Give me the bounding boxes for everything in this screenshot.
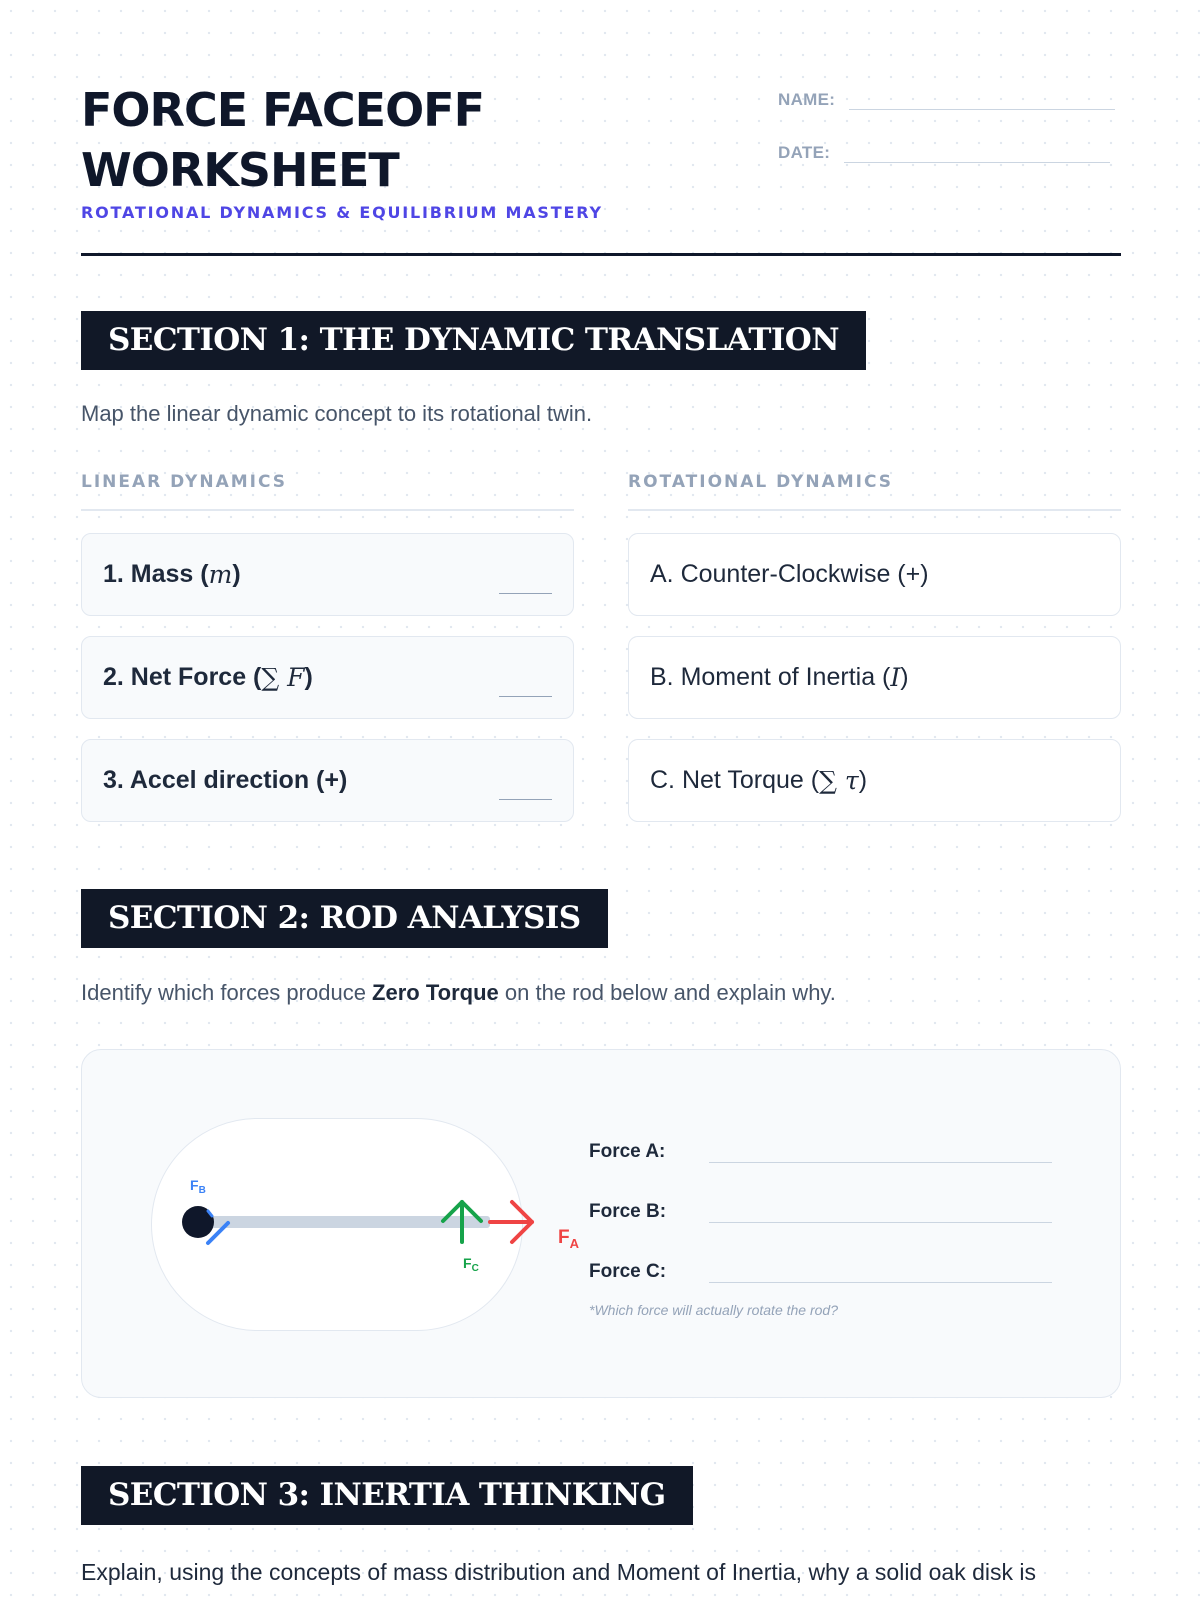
section-3-description: Explain, using the concepts of mass distribution and Moment of Inertia, why a solid oak disk is xyxy=(81,1559,1036,1585)
linear-item-symbol: m xyxy=(208,560,233,589)
title-line-1: FORCE FACEOFF xyxy=(81,83,485,137)
worksheet-page xyxy=(81,0,1121,1600)
rod-diagram xyxy=(82,1050,682,1399)
linear-dynamics-header: LINEAR DYNAMICS xyxy=(81,472,574,511)
force-c-answer-label: Force C: xyxy=(589,1261,667,1282)
linear-item-mass xyxy=(81,533,574,616)
force-b-answer-label: Force B: xyxy=(589,1201,667,1222)
force-b-label: $F_B$ xyxy=(190,1177,206,1196)
force-c-answer-row xyxy=(589,1261,1052,1283)
date-label: DATE: xyxy=(778,143,831,162)
rotational-item-ccw xyxy=(628,533,1121,616)
rotational-item-symbol: ∑ τ xyxy=(819,766,859,795)
force-a-answer-field[interactable] xyxy=(709,1141,1052,1163)
linear-item-symbol: ∑ F xyxy=(261,663,305,692)
force-a-answer-label: Force A: xyxy=(589,1141,666,1162)
date-field-row xyxy=(778,143,1110,163)
match-answer-field[interactable] xyxy=(499,574,552,594)
rotational-item-net-torque xyxy=(628,739,1121,822)
worksheet-title xyxy=(81,80,641,200)
header-divider xyxy=(81,253,1121,256)
match-answer-field[interactable] xyxy=(499,677,552,697)
diagram-hint: *Which force will actually rotate the rod? xyxy=(589,1302,838,1318)
section-3-title: SECTION 3: INERTIA THINKING xyxy=(81,1466,693,1525)
linear-item-net-force xyxy=(81,636,574,719)
rotational-dynamics-header: ROTATIONAL DYNAMICS xyxy=(628,472,1121,511)
rotational-item-moment-of-inertia xyxy=(628,636,1121,719)
rotational-item-symbol: I xyxy=(890,663,901,692)
force-c-answer-field[interactable] xyxy=(709,1261,1052,1283)
section-1-title: SECTION 1: THE DYNAMIC TRANSLATION xyxy=(81,311,866,370)
linear-item-label: 1. Mass ( xyxy=(103,560,209,588)
match-answer-field[interactable] xyxy=(499,780,552,800)
section-2-title: SECTION 2: ROD ANALYSIS xyxy=(81,889,608,948)
description-emphasis: Zero Torque xyxy=(372,980,499,1005)
force-b-answer-row xyxy=(589,1201,1052,1223)
date-field[interactable] xyxy=(844,143,1110,163)
rotational-item-label: A. Counter-Clockwise (+) xyxy=(650,560,929,588)
worksheet-subtitle: ROTATIONAL DYNAMICS & EQUILIBRIUM MASTERY xyxy=(81,203,603,222)
force-b-answer-field[interactable] xyxy=(709,1201,1052,1223)
linear-item-accel-direction xyxy=(81,739,574,822)
rotational-item-label: C. Net Torque ( xyxy=(650,766,820,794)
description-text: on the rod below and explain why. xyxy=(498,980,836,1005)
linear-item-suffix: ) xyxy=(232,560,241,588)
name-field-row xyxy=(778,90,1115,110)
section-1-description: Map the linear dynamic concept to its rotational twin. xyxy=(81,401,593,426)
section-2-description xyxy=(81,980,836,1006)
linear-item-label: 2. Net Force ( xyxy=(103,663,262,691)
name-label: NAME: xyxy=(778,90,836,109)
force-a-answer-row xyxy=(589,1141,1052,1163)
force-a-label: $F_A$ xyxy=(558,1227,579,1251)
linear-item-suffix: ) xyxy=(304,663,313,691)
rotational-item-suffix: ) xyxy=(858,766,868,794)
force-c-label: $F_C$ xyxy=(463,1255,479,1274)
description-text: Identify which forces produce xyxy=(81,980,373,1005)
name-field[interactable] xyxy=(849,90,1115,110)
title-line-2: WORKSHEET xyxy=(81,143,399,197)
linear-item-label: 3. Accel direction (+) xyxy=(103,766,348,794)
rotational-item-label: B. Moment of Inertia ( xyxy=(650,663,891,691)
rod-analysis-panel xyxy=(81,1049,1121,1398)
rotational-item-suffix: ) xyxy=(900,663,909,691)
